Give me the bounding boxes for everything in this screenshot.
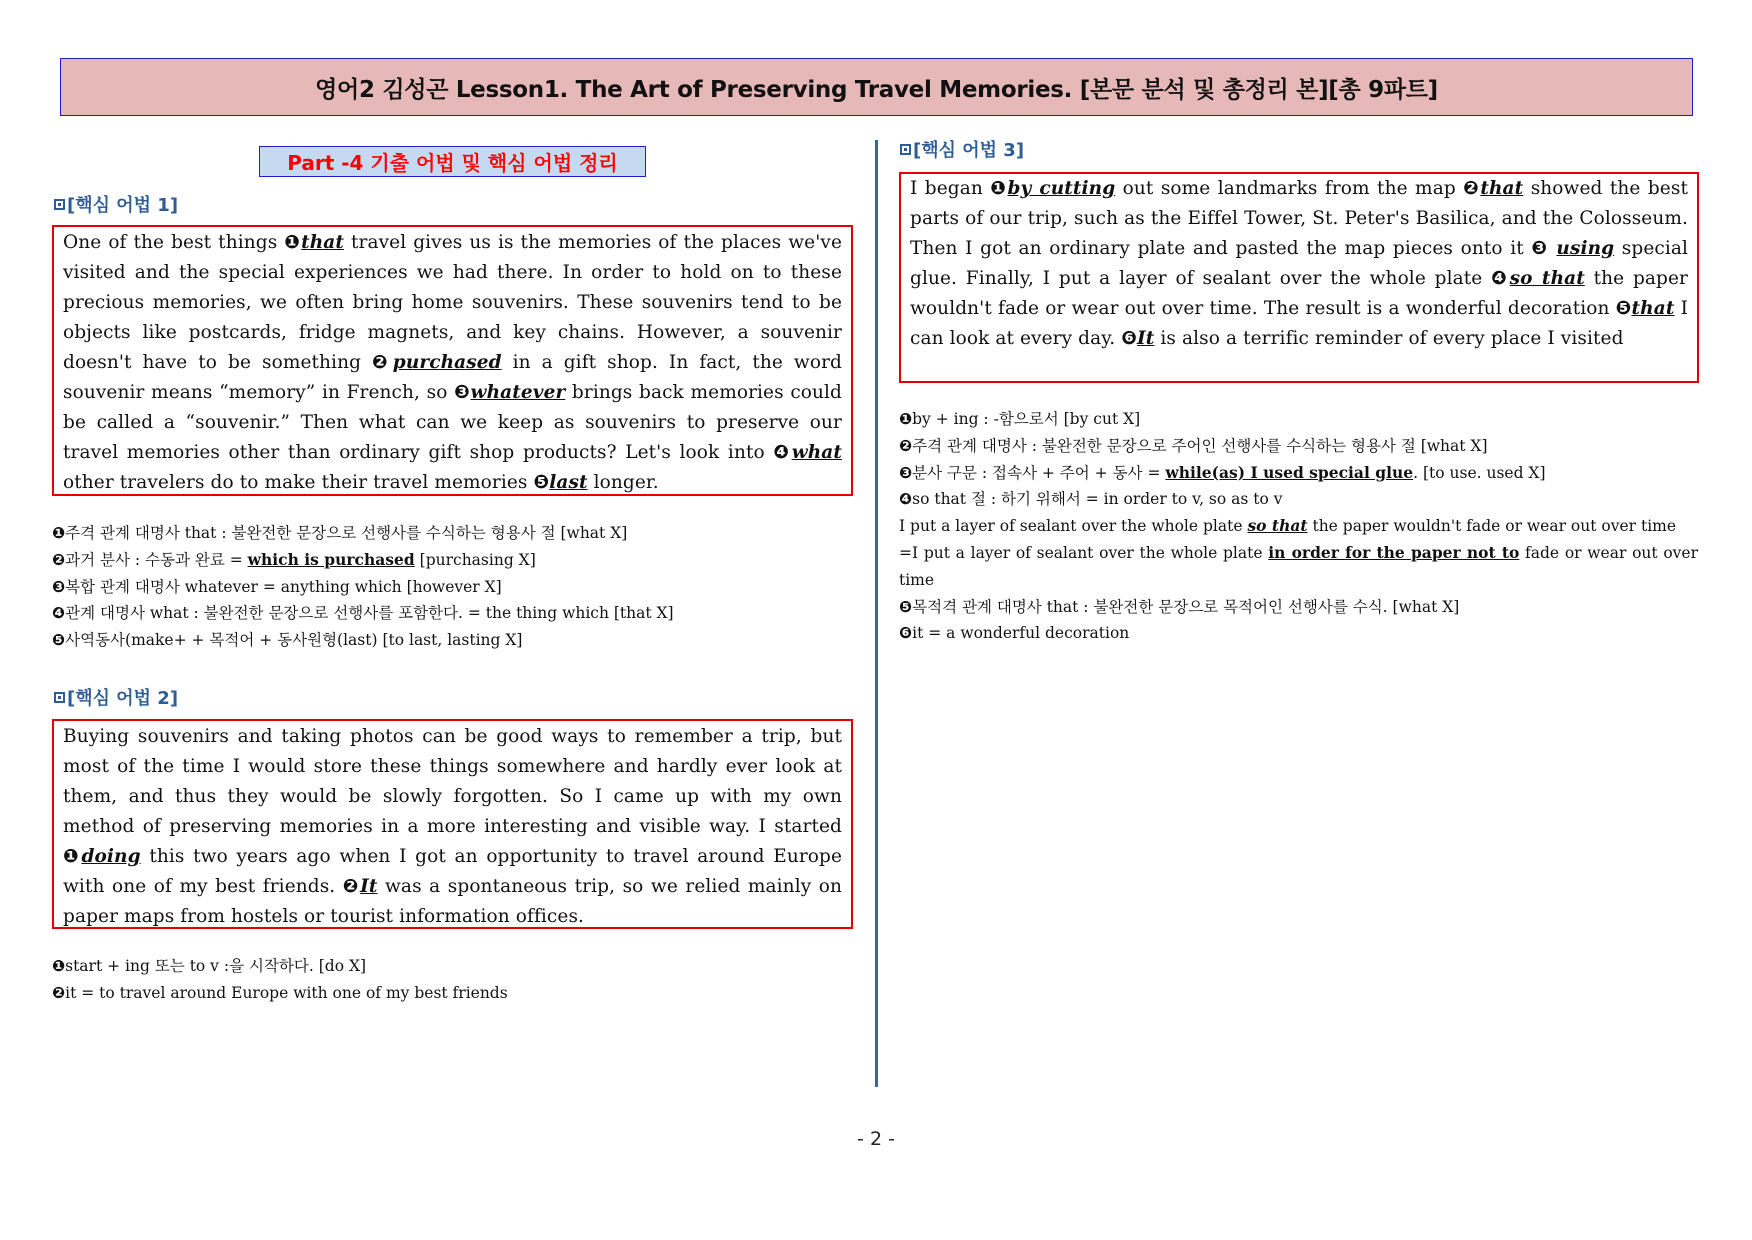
passage-segment: is also a terrific reminder of every place I visited bbox=[1154, 328, 1624, 349]
passage-segment: One of the best things bbox=[63, 232, 285, 253]
grammar-target: purchased bbox=[392, 352, 502, 373]
note-text: it = to travel around Europe with one of my best friends bbox=[65, 983, 508, 1002]
note-line bbox=[52, 574, 852, 601]
circled-number: ❷ bbox=[372, 352, 393, 373]
notes-1 bbox=[52, 520, 852, 654]
circled-number: ❸ bbox=[899, 463, 913, 482]
square-bullet-icon bbox=[54, 692, 65, 703]
circled-number: ❶ bbox=[284, 232, 302, 253]
circled-number: ❻ bbox=[899, 624, 913, 643]
circled-number: ❶ bbox=[52, 524, 66, 542]
grammar-target: that bbox=[1631, 298, 1675, 319]
note-text: 복합 관계 대명사 whatever = anything which [however X] bbox=[65, 577, 502, 596]
note-text: . [to use. used X] bbox=[1413, 463, 1546, 482]
note-line bbox=[899, 620, 1698, 647]
passage-segment: in a gift shop. In fact, the word souvenir means “memory” in French, so bbox=[63, 352, 842, 403]
grammar-target: It bbox=[360, 876, 378, 897]
circled-number: ❸ bbox=[1531, 238, 1549, 259]
note-text: fade or wear out over time bbox=[899, 543, 1698, 589]
document-title: 영어2 김성곤 Lesson1. The Art of Preserving Travel Memories. [본문 분석 및 총정리 본][총 9파트] bbox=[315, 76, 1438, 103]
section-heading-1: [핵심 어법 1] bbox=[54, 191, 178, 217]
passage-segment: this two years ago when I got an opportunity to travel around Europe with one of my best friends. bbox=[63, 846, 843, 897]
note-text: the paper wouldn't fade or wear out over time bbox=[1307, 517, 1677, 536]
circled-number: ❹ bbox=[899, 490, 913, 509]
passage-segment: I can look at every day. bbox=[910, 298, 1688, 349]
grammar-target: so that bbox=[1509, 268, 1585, 289]
passage-segment: the paper wouldn't fade or wear out over time. The result is a wonderful decoration bbox=[910, 268, 1688, 319]
passage-segment: out some landmarks from the map bbox=[1115, 178, 1464, 199]
passage-segment: other travelers do to make their travel memories bbox=[63, 472, 534, 493]
circled-number: ❺ bbox=[899, 597, 913, 616]
grammar-target: that bbox=[301, 232, 345, 253]
circled-number: ❷ bbox=[342, 876, 361, 897]
part-label-box bbox=[259, 146, 646, 177]
circled-number: ❻ bbox=[1121, 328, 1138, 349]
passage-segment: I began bbox=[910, 178, 991, 199]
note-line bbox=[52, 600, 852, 627]
passage-segment: showed the best parts of our trip, such as the Eiffel Tower, St. Peter's Basilica, and the Colosseum. Then I got an ordinary plate and pasted the map pieces onto it bbox=[910, 178, 1688, 259]
note-line bbox=[52, 520, 852, 547]
grammar-target: by cutting bbox=[1007, 178, 1116, 199]
circled-number: ❺ bbox=[533, 472, 550, 493]
grammar-target: doing bbox=[81, 846, 141, 867]
circled-number: ❺ bbox=[52, 631, 66, 650]
square-bullet-icon bbox=[900, 144, 911, 155]
grammar-target: It bbox=[1137, 328, 1155, 349]
note-line bbox=[52, 980, 852, 1007]
note-text: 과거 분사 : 수동과 완료 = bbox=[65, 550, 248, 569]
page-number: - 2 - bbox=[857, 1128, 895, 1150]
circled-number: ❸ bbox=[454, 382, 471, 403]
note-line bbox=[52, 953, 852, 980]
circled-number: ❷ bbox=[899, 436, 913, 455]
passage-text-2 bbox=[63, 722, 842, 932]
passage-segment: brings back memories could be called a “souvenir.” Then what can we keep as souvenirs to preserve our travel memories other than ordinary gift shop products? Let's look into bbox=[63, 382, 842, 463]
circled-number: ❹ bbox=[773, 442, 792, 463]
circled-number: ❺ bbox=[1615, 298, 1632, 319]
note-line bbox=[899, 486, 1698, 513]
grammar-target: what bbox=[791, 442, 842, 463]
note-underline: so that bbox=[1247, 516, 1308, 536]
note-line bbox=[899, 594, 1698, 621]
grammar-target: last bbox=[549, 472, 588, 493]
circled-number: ❹ bbox=[52, 604, 66, 623]
part-label: Part -4 기출 어법 및 핵심 어법 정리 bbox=[287, 151, 618, 175]
note-text: 관계 대명사 what : 불완전한 문장으로 선행사를 포함한다. = the thing which [that X] bbox=[65, 604, 674, 623]
grammar-target: whatever bbox=[470, 382, 566, 403]
note-line bbox=[899, 513, 1698, 540]
note-text: =I put a layer of sealant over the whole plate bbox=[899, 543, 1269, 562]
circled-number: ❶ bbox=[63, 846, 82, 867]
note-text: 주격 관계 대명사 that : 불완전한 문장으로 선행사를 수식하는 형용사 절 [what X] bbox=[65, 524, 628, 542]
note-underline: in order for the paper not to bbox=[1268, 542, 1520, 562]
circled-number: ❷ bbox=[52, 550, 66, 569]
note-line bbox=[899, 406, 1698, 433]
passage-segment: travel gives us is the memories of the places we've visited and the special experiences we had there. In order to hold on to these precious memories, we often bring home souvenirs. These souvenirs tend to be objects like postcards, fridge magnets, and key chains. However, a souvenir doesn't have to be something bbox=[63, 232, 842, 373]
note-underline: while(as) I used special glue bbox=[1165, 462, 1414, 482]
circled-number: ❹ bbox=[1491, 268, 1510, 289]
note-text: so that 절 : 하기 위해서 = in order to v, so as to v bbox=[912, 490, 1283, 509]
column-divider bbox=[875, 140, 878, 1087]
passage-segment: was a spontaneous trip, so we relied mainly on paper maps from hostels or tourist information offices. bbox=[63, 876, 843, 927]
note-underline: which is purchased bbox=[247, 549, 415, 569]
note-text: 분사 구문 : 접속사 + 주어 + 동사 = bbox=[912, 463, 1166, 482]
note-text: by + ing : -함으로서 [by cut X] bbox=[912, 410, 1141, 428]
passage-text-1 bbox=[63, 228, 842, 498]
section-heading-2: [핵심 어법 2] bbox=[54, 684, 178, 710]
circled-number: ❷ bbox=[1463, 178, 1481, 199]
note-text: I put a layer of sealant over the whole plate bbox=[899, 517, 1248, 536]
title-banner bbox=[60, 58, 1693, 116]
note-line bbox=[52, 627, 852, 654]
passage-text-3 bbox=[910, 174, 1688, 354]
grammar-target: using bbox=[1556, 238, 1615, 259]
note-text: 목적격 관계 대명사 that : 불완전한 문장으로 목적어인 선행사를 수식. [what X] bbox=[912, 597, 1460, 616]
passage-box-3 bbox=[899, 172, 1699, 383]
passage-segment: longer. bbox=[587, 472, 659, 493]
note-line bbox=[899, 460, 1698, 487]
note-text: 사역동사(make+ + 목적어 + 동사원형(last) [to last, lasting X] bbox=[65, 631, 523, 650]
notes-2 bbox=[52, 953, 852, 1007]
passage-segment: Buying souvenirs and taking photos can be good ways to remember a trip, but most of the time I would store these things somewhere and hardly ever look at them, and thus they would be slowly forgotten. So I came up with my own method of preserving memories in a more interesting and visible way. I started bbox=[63, 726, 842, 837]
square-bullet-icon bbox=[54, 199, 65, 210]
note-text: it = a wonderful decoration bbox=[912, 624, 1130, 643]
circled-number: ❸ bbox=[52, 577, 66, 596]
passage-box-2 bbox=[52, 719, 853, 929]
circled-number: ❶ bbox=[990, 178, 1008, 199]
grammar-target: that bbox=[1480, 178, 1524, 199]
note-line bbox=[899, 433, 1698, 460]
circled-number: ❷ bbox=[52, 983, 66, 1002]
note-text: 주격 관계 대명사 : 불완전한 문장으로 주어인 선행사를 수식하는 형용사 절 [what X] bbox=[912, 436, 1488, 455]
circled-number: ❶ bbox=[52, 957, 66, 975]
passage-segment: special glue. Finally, I put a layer of sealant over the whole plate bbox=[910, 238, 1688, 289]
section-heading-3: [핵심 어법 3] bbox=[900, 136, 1024, 162]
note-text: start + ing 또는 to v :을 시작하다. [do X] bbox=[65, 957, 367, 975]
note-text: [purchasing X] bbox=[414, 550, 536, 569]
notes-3 bbox=[899, 406, 1698, 647]
passage-box-1 bbox=[52, 225, 853, 496]
circled-number: ❶ bbox=[899, 410, 913, 428]
note-line bbox=[899, 540, 1698, 594]
note-line bbox=[52, 547, 852, 574]
